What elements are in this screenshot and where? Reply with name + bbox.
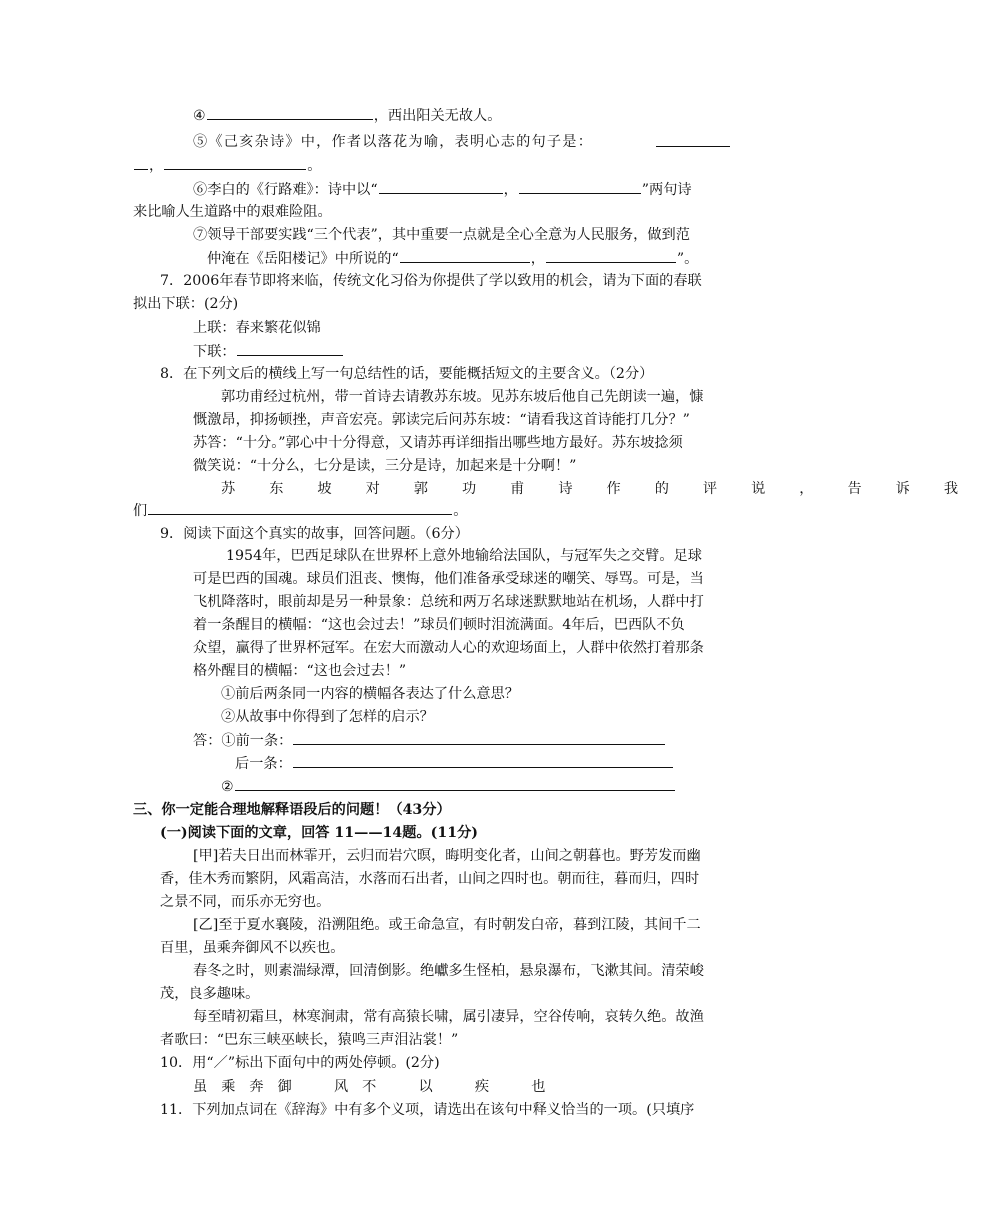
blank-q6-4[interactable] (207, 105, 373, 120)
q9-passage-5: 众望，赢得了世界杯冠军。在宏大而激动人心的欢迎场面上，人群中依然打着那条 (193, 640, 704, 656)
q9-p1 (226, 546, 702, 566)
q9-passage-6: 格外醒目的横幅：“这也会过去！” (193, 663, 407, 679)
blank-q6-5a-bottom[interactable] (134, 155, 148, 170)
q6-6b-line (133, 202, 332, 222)
q9-passage-1: 1954年，巴西足球队在世界杯上意外地输给法国队，与冠军失之交臂。足球 (226, 548, 702, 564)
blank-q6-5a-top[interactable] (655, 132, 731, 152)
section-3-1-title: (一)阅读下面的文章，回答 11——14题。(11分) (160, 825, 479, 841)
section-3-heading (133, 800, 451, 820)
q8-p6 (133, 500, 467, 520)
q7-couplet-upper: 上联：春来繁花似锦 (193, 320, 321, 336)
yi-6 (160, 1030, 458, 1050)
q8-p4 (193, 456, 576, 476)
q7-down-line (193, 341, 344, 361)
q7b-line (133, 294, 238, 314)
q6-6-text: ⑥李白的《行路难》：诗中以“ (193, 182, 378, 198)
q8-p3 (193, 433, 683, 453)
q9-ans2 (235, 753, 674, 773)
q6-5b-line (133, 155, 321, 175)
q9-p6 (193, 661, 406, 681)
q9-a (221, 684, 519, 704)
section-3-1-heading (160, 823, 478, 843)
q6-7b-tail: ”。 (676, 251, 699, 267)
q9-answer-2-label: 后一条： (235, 756, 292, 772)
q8-passage-5: 苏东坡对郭功甫诗作的评说，告诉我 (221, 481, 992, 497)
passage-yi-1: [乙]至于夏水襄陵，沿溯阻绝。或王命急宣，有时朝发白帝，暮到江陵，其间千二 (193, 917, 701, 933)
blank-q6-5b[interactable] (164, 155, 306, 170)
passage-yi-6: 者歌曰：“巴东三峡巫峡长，猿鸣三声泪沾裳！” (160, 1032, 459, 1048)
q6-7b-line (207, 248, 698, 268)
blank-q8[interactable] (148, 500, 452, 515)
q9-passage-3: 飞机降落时，眼前却是另一种景象：总统和两万名球迷默默地站在机场，人群中打 (193, 594, 704, 610)
q7-text: 7．2006年春节即将来临，传统文化习俗为你提供了学以致用的机会，请为下面的春联 (160, 273, 702, 289)
q9-ans3 (221, 776, 676, 796)
passage-yi-2: 百里，虽乘奔御风不以疾也。 (160, 940, 345, 956)
section-3-title: 三、你一定能合理地解释语段后的问题！（43分） (133, 802, 451, 818)
yi-4 (160, 984, 259, 1004)
yi-2 (160, 938, 344, 958)
q10-text: 10．用“／”标出下面句中的两处停顿。(2分) (160, 1055, 440, 1071)
q6-7b-comma: ， (530, 251, 545, 267)
q11-text: 11．下列加点词在《辞海》中有多个义项，请选出在该句中释义恰当的一项。(只填序 (160, 1102, 695, 1118)
passage-jia-3: 之景不同，而乐亦无穷也。 (160, 894, 331, 910)
q6-7-text: ⑦领导干部要实践“三个代表”，其中重要一点就是全心全意为人民服务，做到范 (193, 227, 690, 243)
q6-7b-text: 仲淹在《岳阳楼记》中所说的“ (207, 251, 399, 267)
q6-6-comma: ， (503, 182, 518, 198)
blank-q7-lower[interactable] (237, 341, 343, 356)
q9-passage-4: 着一条醒目的横幅：“这也会过去！”球员们顿时泪流满面。4年后，巴西队不负 (193, 617, 685, 633)
blank-q9-ans3[interactable] (235, 776, 675, 791)
q10-sentence-text[interactable]: 虽乘奔御 风不 以 疾 也 (193, 1079, 560, 1095)
passage-jia-2: 香，佳木秀而繁阴，风霜高洁，水落而石出者，山间之四时也。朝而往，暮而归，四时 (160, 871, 700, 887)
blank-q6-7b[interactable] (546, 248, 676, 263)
q7-line (160, 271, 702, 291)
blank-q9-ans2[interactable] (293, 753, 673, 768)
q9-line (160, 524, 469, 544)
q9-p4 (193, 615, 685, 635)
q8-passage-6: 们 (133, 503, 148, 519)
q8-p1 (221, 387, 703, 407)
q6-4-tail: ，西出阳关无故人。 (373, 108, 502, 124)
blank-q6-7a[interactable] (400, 248, 530, 263)
q9-p3 (193, 592, 704, 612)
q6-7-line (193, 225, 690, 245)
passage-yi-5: 每至晴初霜旦，林寒涧肃，常有高猿长啸，属引凄异，空谷传响，哀转久绝。故渔 (193, 1009, 704, 1025)
q6-4-label: ④ (193, 108, 206, 124)
passage-yi-3: 春冬之时，则素湍绿潭，回清倒影。绝巘多生怪柏，悬泉瀑布，飞漱其间。清荣峻 (193, 963, 704, 979)
q8-p5 (221, 479, 992, 499)
q9-answer-3-label: ② (221, 779, 234, 795)
q6-6-line (193, 179, 692, 199)
q9-passage-2: 可是巴西的国魂。球员们沮丧、懊悔，他们准备承受球迷的嘲笑、辱骂。可是，当 (193, 571, 704, 587)
q7b-text: 拟出下联：(2分) (133, 296, 239, 312)
q7-up-line (193, 318, 321, 338)
blank-q6-6b[interactable] (519, 179, 641, 194)
q8-passage-4: 微笑说：“十分么，七分是读，三分是诗，加起来是十分啊！” (193, 458, 577, 474)
q6-5b-comma: ， (149, 158, 164, 174)
q6-6b-text: 来比喻人生道路中的艰难险阻。 (133, 204, 332, 220)
yi-5 (193, 1007, 704, 1027)
passage-jia-1: [甲]若夫日出而林霏开，云归而岩穴暝，晦明变化者，山间之朝暮也。野芳发而幽 (193, 848, 701, 864)
q9-question-2: ②从故事中你得到了怎样的启示？ (221, 709, 434, 725)
passage-yi-4: 茂，良多趣味。 (160, 986, 260, 1002)
q8-passage-3: 苏答：“十分。”郭心中十分得意，又请苏再详细指出哪些地方最好。苏东坡捻须 (193, 435, 683, 451)
yi-1 (193, 915, 701, 935)
q9-p2 (193, 569, 704, 589)
q9-question-1: ①前后两条同一内容的横幅各表达了什么意思？ (221, 686, 519, 702)
q6-4-line (193, 105, 501, 125)
q11-line (160, 1100, 694, 1120)
q10-sentence (193, 1077, 559, 1097)
q9-answer-1-label: 答：①前一条： (193, 733, 293, 749)
q8-period: 。 (453, 503, 468, 519)
jia-3 (160, 892, 330, 912)
yi-3 (193, 961, 704, 981)
q8-passage-1: 郭功甫经过杭州，带一首诗去请教苏东坡。见苏东坡后他自己先朗读一遍，慷 (221, 389, 704, 405)
jia-1 (193, 846, 701, 866)
blank-q6-6a[interactable] (379, 179, 503, 194)
q6-6-tail: ”两句诗 (641, 182, 692, 198)
q8-p2 (193, 410, 690, 430)
q6-5-text: ⑤《己亥杂诗》中，作者以落花为喻，表明心志的句子是： (193, 134, 594, 150)
q7-couplet-lower-label: 下联： (193, 344, 236, 360)
q6-5-line (193, 132, 593, 152)
q6-5b-period: 。 (307, 158, 322, 174)
jia-2 (160, 869, 699, 889)
q9-b (221, 707, 434, 727)
q8-passage-2: 慨激昂，抑扬顿挫，声音宏亮。郭读完后问苏东坡：“请看我这首诗能打几分？” (193, 412, 690, 428)
blank-q9-ans1[interactable] (293, 730, 665, 745)
q9-ans1 (193, 730, 666, 750)
q8-text: 8．在下列文后的横线上写一句总结性的话，要能概括短文的主要含义。（2分） (160, 366, 654, 382)
q8-line (160, 364, 653, 384)
q9-p5 (193, 638, 704, 658)
q9-text: 9．阅读下面这个真实的故事，回答问题。（6分） (160, 526, 469, 542)
q10-line (160, 1053, 440, 1073)
